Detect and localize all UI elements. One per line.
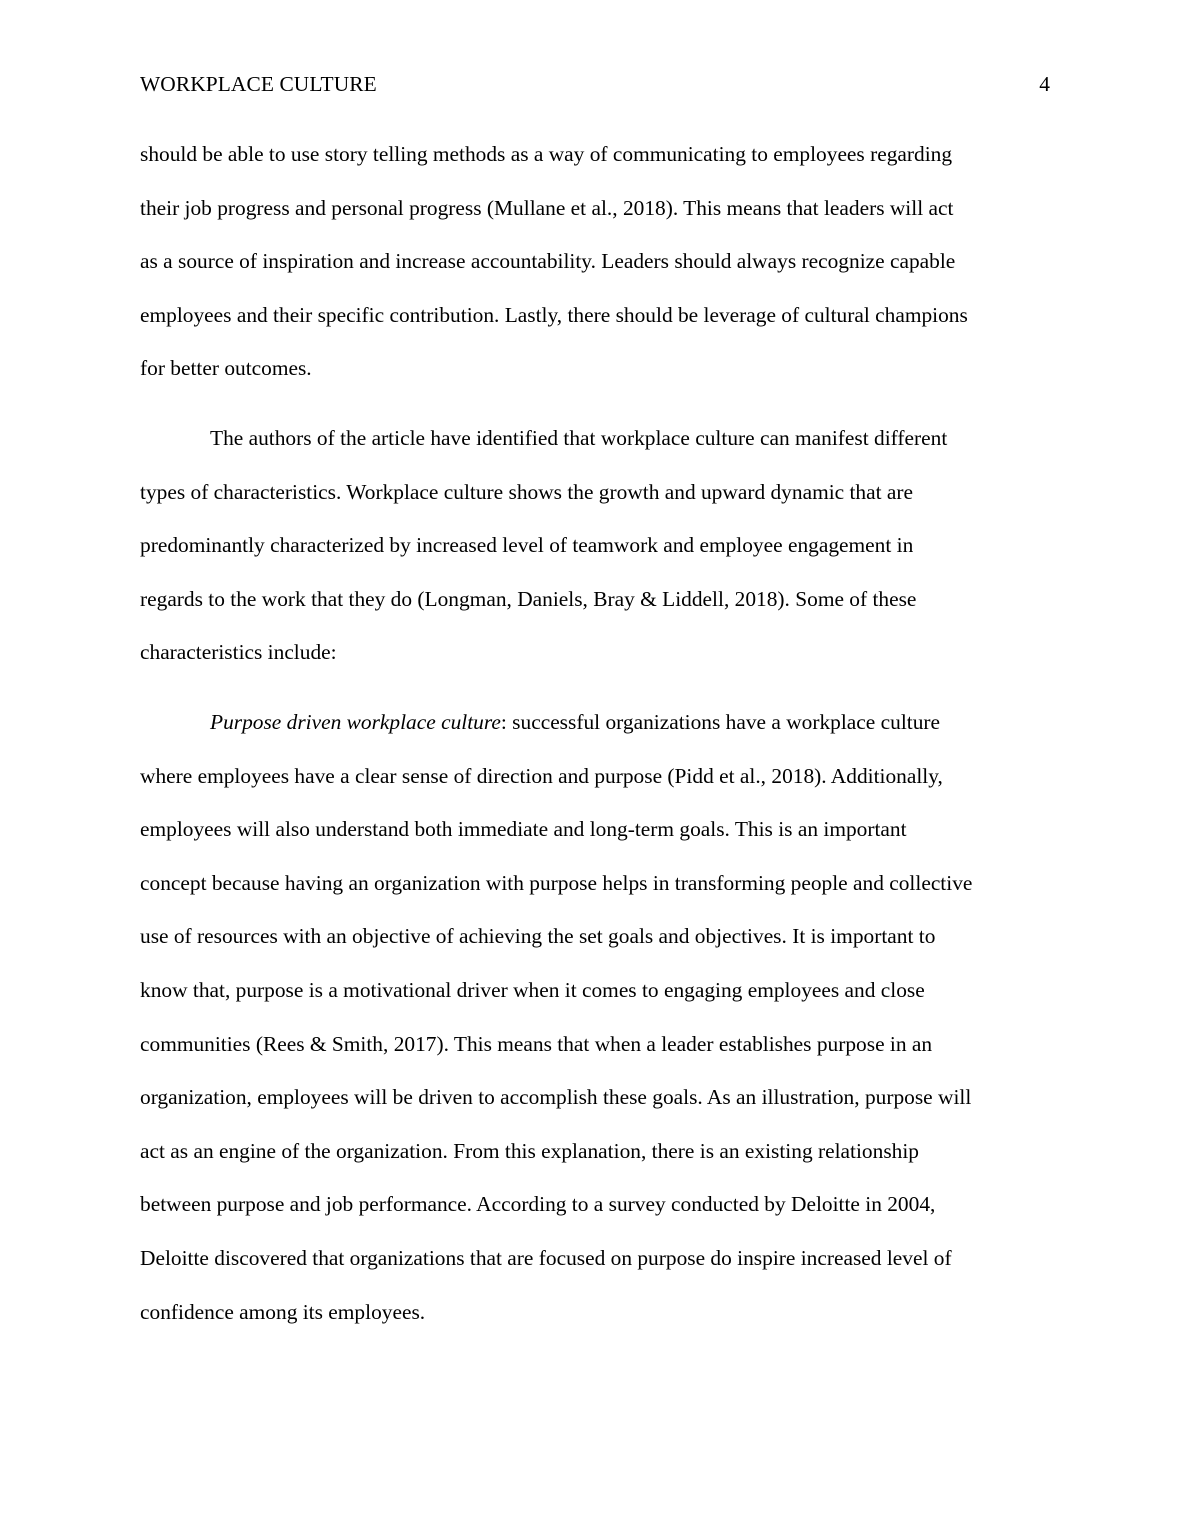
- text-line: act as an engine of the organization. From this explanation, there is an existing relationship: [140, 1138, 919, 1163]
- text-line: as a source of inspiration and increase accountability. Leaders should always recognize capable: [140, 249, 956, 274]
- paragraph-1: [140, 139, 1052, 407]
- text-line: predominantly characterized by increased level of teamwork and employee engagement in: [140, 533, 914, 558]
- text-line: communities (Rees & Smith, 2017). This means that when a leader establishes purpose in an: [140, 1031, 933, 1056]
- text-line: use of resources with an objective of achieving the set goals and objectives. It is important to: [140, 924, 936, 949]
- text-line: confidence among its employees.: [140, 1299, 426, 1324]
- text-line: between purpose and job performance. According to a survey conducted by Deloitte in 2004,: [140, 1192, 936, 1217]
- text-line: for better outcomes.: [140, 356, 312, 381]
- first-line-rest: : successful organizations have a workplace culture: [500, 710, 941, 734]
- running-head: WORKPLACE CULTURE: [140, 72, 377, 96]
- text-line: Deloitte discovered that organizations that are focused on purpose do inspire increased level of: [140, 1245, 952, 1270]
- text-line: concept because having an organization with purpose helps in transforming people and collective: [140, 870, 973, 895]
- text-line: types of characteristics. Workplace culture shows the growth and upward dynamic that are: [140, 479, 914, 504]
- page-number: 4: [1039, 72, 1050, 96]
- text-line: The authors of the article have identified that workplace culture can manifest different: [210, 426, 948, 450]
- text-line: know that, purpose is a motivational driver when it comes to engaging employees and close: [140, 977, 925, 1002]
- text-line-first: [140, 707, 1052, 761]
- paragraph-2: [140, 423, 1052, 691]
- text-line: regards to the work that they do (Longman, Daniels, Bray & Liddell, 2018). Some of these: [140, 586, 917, 611]
- italic-heading: Purpose driven workplace culture: [210, 710, 501, 734]
- paragraph-3: [140, 707, 1052, 1350]
- text-line: characteristics include:: [140, 640, 337, 665]
- text-line: employees and their specific contribution. Lastly, there should be leverage of cultural champions: [140, 302, 968, 327]
- text-line: employees will also understand both immediate and long-term goals. This is an important: [140, 817, 907, 842]
- text-line: should be able to use story telling methods as a way of communicating to employees regarding: [140, 142, 953, 166]
- text-line: where employees have a clear sense of direction and purpose (Pidd et al., 2018). Additionally,: [140, 763, 943, 788]
- text-line: organization, employees will be driven to accomplish these goals. As an illustration, purpose will: [140, 1085, 972, 1110]
- text-line: their job progress and personal progress (Mullane et al., 2018). This means that leaders will act: [140, 195, 954, 220]
